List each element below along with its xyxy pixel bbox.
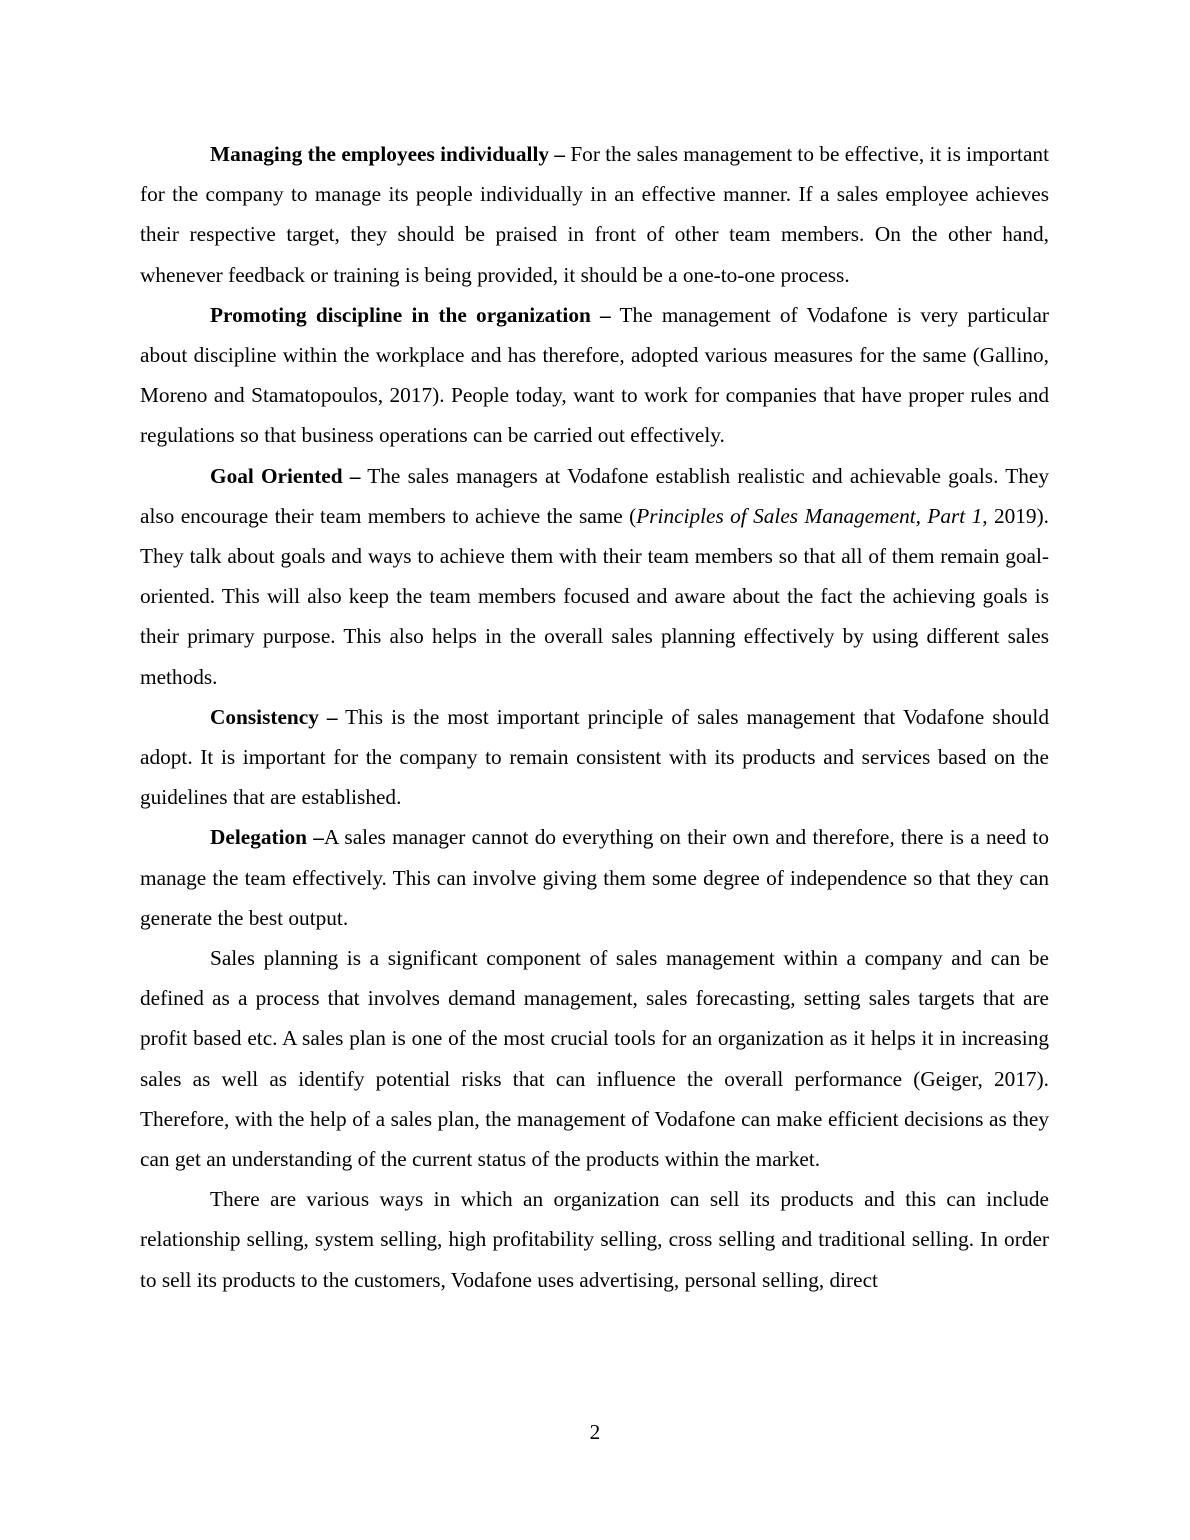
paragraph-text: This is the most important principle of sales management that Vodafone should adopt. It is important for the company to remain consistent with its products and services based on the guidelines that are established. (140, 704, 1049, 810)
paragraph-text: For the sales management to be effective, it is important for the company to manage its people individually in an effective manner. If a sales employee achieves their respective target, they should be praised in front of other team members. On the other hand, whenever feedback or training is being provided, it should be a one-to-one process. (140, 142, 1049, 287)
paragraph-heading: Managing the employees individually – (210, 142, 565, 166)
paragraph-sales-planning (140, 938, 1049, 1179)
paragraph-text: A sales manager cannot do everything on their own and therefore, there is a need to manage the team effectively. This can involve giving them some degree of independence so that they can generate the best output. (140, 825, 1050, 930)
paragraph-heading: Promoting discipline in the organization – (210, 302, 611, 327)
page-number: 2 (589, 1420, 601, 1444)
paragraph-text: Sales planning is a significant component of sales management within a company and can be defined as a process that involves demand management, sales forecasting, setting sales targets that are profit based etc. A sales plan is one of the most crucial tools for an organization as it helps it in increasing sales as well as identify potential risks that can influence the overall performance (Geiger, 2017). Therefore, with the help of a sales plan, the management of Vodafone can make efficient decisions as they can get an understanding of the current status of the products within the market. (140, 946, 1049, 1172)
paragraph-selling-methods (140, 1179, 1049, 1300)
paragraph-text: The sales managers at Vodafone establish realistic and achievable goals. They also encourage their team members to achieve the same ( (140, 463, 1049, 528)
paragraph-goal-oriented (140, 456, 1049, 697)
paragraph-consistency (140, 697, 1049, 818)
citation-title: Principles of Sales Management, Part 1 (636, 503, 983, 528)
paragraph-text: The management of Vodafone is very particular about discipline within the workplace and has therefore, adopted various measures for the same (Gallino, Moreno and Stamatopoulos, 2017). People today, want to work for companies that have proper rules and regulations so that business operations can be carried out effectively. (140, 302, 1049, 448)
paragraph-heading: Consistency – (210, 704, 338, 729)
paragraph-heading: Delegation – (210, 825, 324, 850)
paragraph-text: There are various ways in which an organization can sell its products and this can include relationship selling, system selling, high profitability selling, cross selling and traditional selling. In order to sell its products to the customers, Vodafone uses advertising, personal selling, direct (140, 1187, 1049, 1292)
document-body (140, 134, 1049, 1300)
paragraph-delegation (140, 817, 1049, 938)
paragraph-managing-employees (140, 134, 1049, 295)
paragraph-text: , 2019). They talk about goals and ways to achieve them with their team members so that all of them remain goal-oriented. This will also keep the team members focused and aware about the fact the achieving goals is their primary purpose. This also helps in the overall sales planning effectively by using different sales methods. (140, 503, 1049, 689)
paragraph-heading: Goal Oriented – (210, 463, 361, 488)
paragraph-promoting-discipline (140, 295, 1049, 456)
